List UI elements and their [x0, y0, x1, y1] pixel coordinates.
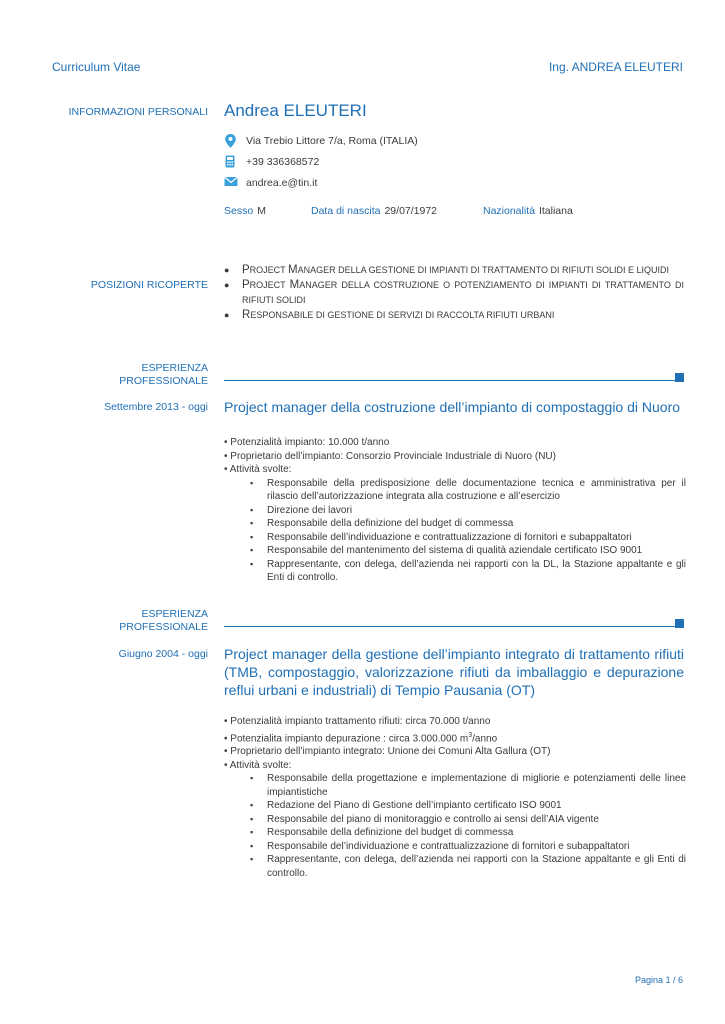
job-date: Settembre 2013 - oggi — [104, 401, 208, 413]
section-divider — [224, 380, 677, 381]
section-divider — [224, 626, 677, 627]
address-text: Via Trebio Littore 7/a, Roma (ITALIA) — [246, 134, 418, 147]
section-label-positions: POSIZIONI RICOPERTE — [90, 279, 208, 291]
birth-value: 29/07/1972 — [384, 205, 438, 217]
activity-item: ▪ Direzione dei lavori — [267, 504, 686, 518]
job-fact: • Attività svolte: — [224, 759, 292, 771]
phone-row — [224, 155, 319, 168]
header-right: Ing. ANDREA ELEUTERI — [548, 60, 683, 74]
job-title: Project manager della costruzione dell’impianto di compostaggio di Nuoro — [224, 399, 681, 415]
section-label-experience: ESPERIENZA PROFESSIONALE — [119, 362, 208, 387]
sex-value: M — [257, 205, 266, 217]
nationality-label: Nazionalità — [483, 205, 535, 217]
job-fact: • Proprietario dell’impianto: Consorzio Provinciale Industriale di Nuoro (NU) — [224, 450, 556, 462]
email-icon — [224, 176, 237, 189]
phone-icon — [224, 155, 237, 168]
positions-list — [224, 263, 684, 323]
sex-label: Sesso — [224, 205, 254, 217]
phone-text: +39 336368572 — [246, 155, 320, 168]
activity-item: ▪ Rappresentante, con delega, dell’azienda nei rapporti con la Stazione appaltante e gli Enti di controllo. — [267, 853, 686, 880]
birth-label: Data di nascita — [311, 205, 381, 217]
divider-square — [675, 373, 684, 382]
activity-item: ▪ Redazione del Piano di Gestione dell’impianto certificato ISO 9001 — [267, 799, 686, 813]
birth-field — [311, 205, 437, 217]
activity-item: ▪ Responsabile della progettazione e implementazione di migliorie e potenziamenti delle linee impiantistiche — [267, 772, 686, 799]
email-row — [224, 176, 317, 189]
job-fact: • Attività svolte: — [224, 464, 292, 475]
candidate-name: Andrea ELEUTERI — [224, 101, 367, 120]
activity-item: ▪ Responsabile del mantenimento del sistema di qualità aziendale certificato ISO 9001 — [267, 544, 686, 558]
activity-item: ▪ Responsabile della definizione del budget di commessa — [267, 826, 686, 840]
job-fact: • Potenzialità impianto trattamento rifiuti: circa 70.000 t/anno — [224, 716, 491, 727]
job-title: Project manager della gestione dell’impianto integrato di trattamento rifiuti (TMB, compostaggio, valorizzazione rifiuti da imballaggio e depurazione reflui urbani e industriali) di Tempio Pausania (OT) — [224, 646, 684, 698]
section-label-experience: ESPERIENZA PROFESSIONALE — [119, 608, 208, 633]
job-fact: • Potenzialità impianto: 10.000 t/anno — [224, 437, 390, 448]
job-fact: • Potenzialita impianto depurazione : circa 3.000.000 $m^3$/anno — [224, 731, 498, 744]
activity-item: ▪ Responsabile del’individuazione e contrattualizzazione di fornitori e subappaltatori — [267, 840, 686, 854]
section-label-personal: INFORMAZIONI PERSONALI — [68, 106, 208, 118]
divider-square — [675, 619, 684, 628]
activity-item: ▪ Responsabile della predisposizione delle documentazione tecnica e amministrativa per il rilascio dell’autorizzazione integrata alla costruzione e all’esercizio — [267, 477, 686, 504]
sex-field — [224, 205, 266, 217]
job-details — [224, 715, 686, 880]
job-date: Giugno 2004 - oggi — [118, 648, 208, 660]
job-fact: • Proprietario dell’impianto integrato: Unione dei Comuni Alta Gallura (OT) — [224, 746, 551, 758]
activity-item: ▪ Rappresentante, con delega, dell’azienda nei rapporti con la DL, la Stazione appaltante e gli Enti di controllo. — [267, 558, 686, 585]
activity-item: ▪ Responsabile della definizione del budget di commessa — [267, 517, 686, 531]
position-item: ● RESPONSABILE DI GESTIONE DI SERVIZI DI RACCOLTA RIFIUTI URBANI — [224, 308, 684, 323]
nationality-value: Italiana — [538, 205, 573, 217]
email-text[interactable]: andrea.e@tin.it — [246, 176, 318, 189]
activity-item: ▪ Responsabile del piano di monitoraggio e controllo ai sensi dell’AIA vigente — [267, 813, 686, 827]
activity-item: ▪ Responsabile dell’individuazione e contrattualizzazione di fornitori e subappaltatori — [267, 531, 686, 545]
position-item: ● PROJECT MANAGER DELLA GESTIONE DI IMPIANTI DI TRATTAMENTO DI RIFIUTI SOLIDI E LIQUIDI — [224, 263, 684, 278]
address-row — [224, 134, 418, 147]
header-left: Curriculum Vitae — [52, 60, 141, 74]
position-item: ● PROJECT MANAGER DELLA COSTRUZIONE O POTENZIAMENTO DI IMPIANTI DI TRATTAMENTO DI RIFIUTI SOLIDI — [224, 278, 684, 308]
page-number: Pagina 1 / 6 — [634, 975, 683, 985]
job-details — [224, 436, 686, 585]
location-icon — [224, 134, 237, 147]
nationality-field — [483, 205, 573, 217]
